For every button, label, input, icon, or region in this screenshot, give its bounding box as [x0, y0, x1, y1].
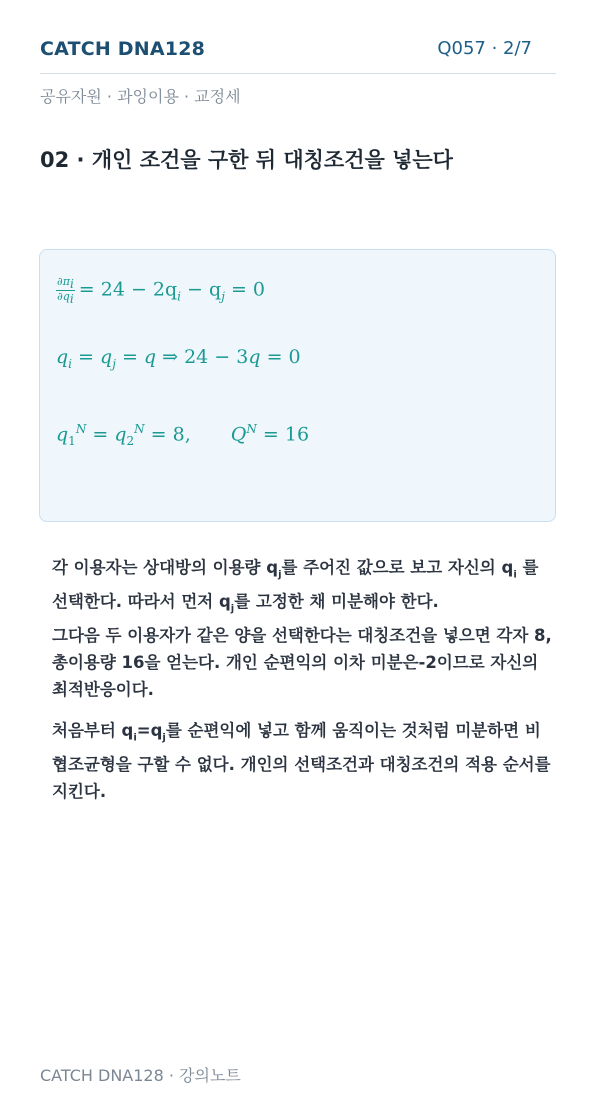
- paragraph-2: 그다음 두 이용자가 같은 양을 선택한다는 대칭조건을 넣으면 각자 8, 총이용량 16을 얻는다. 개인 순편익의 이차 미분은-2이므로 자신의 최적반응이다.: [52, 626, 552, 699]
- equation-foc-tail: − q: [181, 278, 222, 301]
- page-footer: CATCH DNA128 · 강의노트: [40, 1066, 241, 1085]
- equation-foc-rhs: = 24 − 2q: [78, 278, 178, 301]
- equation-foc-end: = 0: [224, 278, 266, 301]
- brand-title: CATCH DNA128: [40, 38, 206, 60]
- partial-derivative-fraction: $\frac{\partial\pi_i}{\partial q_i}$: [57, 275, 74, 307]
- question-counter: Q057 · 2/7: [437, 38, 532, 59]
- paragraph-1: 각 이용자는 상대방의 이용량 $q_j$를 주어진 값으로 보고 자신의 $q_i$ 를 선택한다. 따라서 먼저 $q_j$를 고정한 채 미분해야 한다.: [52, 558, 539, 615]
- formula-box: [39, 249, 556, 522]
- equation-equilibrium: $q_1^N = q_2^N = 8$, $Q^N = 16$: [56, 422, 310, 449]
- section-title: 02 · 개인 조건을 구한 뒤 대칭조건을 넣는다: [40, 148, 453, 172]
- equation-equilibrium-b: = 16: [262, 423, 310, 446]
- breadcrumb: 공유자원 · 과잉이용 · 교정세: [40, 87, 241, 106]
- paragraph-3: 처음부터 $q_i=q_j$를 순편익에 넣고 함께 움직이는 것처럼 미분하면 비협조균형을 구할 수 없다. 개인의 선택조건과 대칭조건의 적용 순서를 지킨다.: [52, 721, 551, 802]
- equation-foc: $\frac{\partial\pi_i}{\partial q_i}$ = $24 - 2q_i - q_j = 0$: [57, 275, 266, 307]
- equation-equilibrium-a: = 8,: [150, 423, 191, 446]
- page-header: [40, 36, 556, 74]
- equation-symmetry: $q_i = q_j = q$ ⇒ 24 − 3q = 0: [56, 346, 301, 371]
